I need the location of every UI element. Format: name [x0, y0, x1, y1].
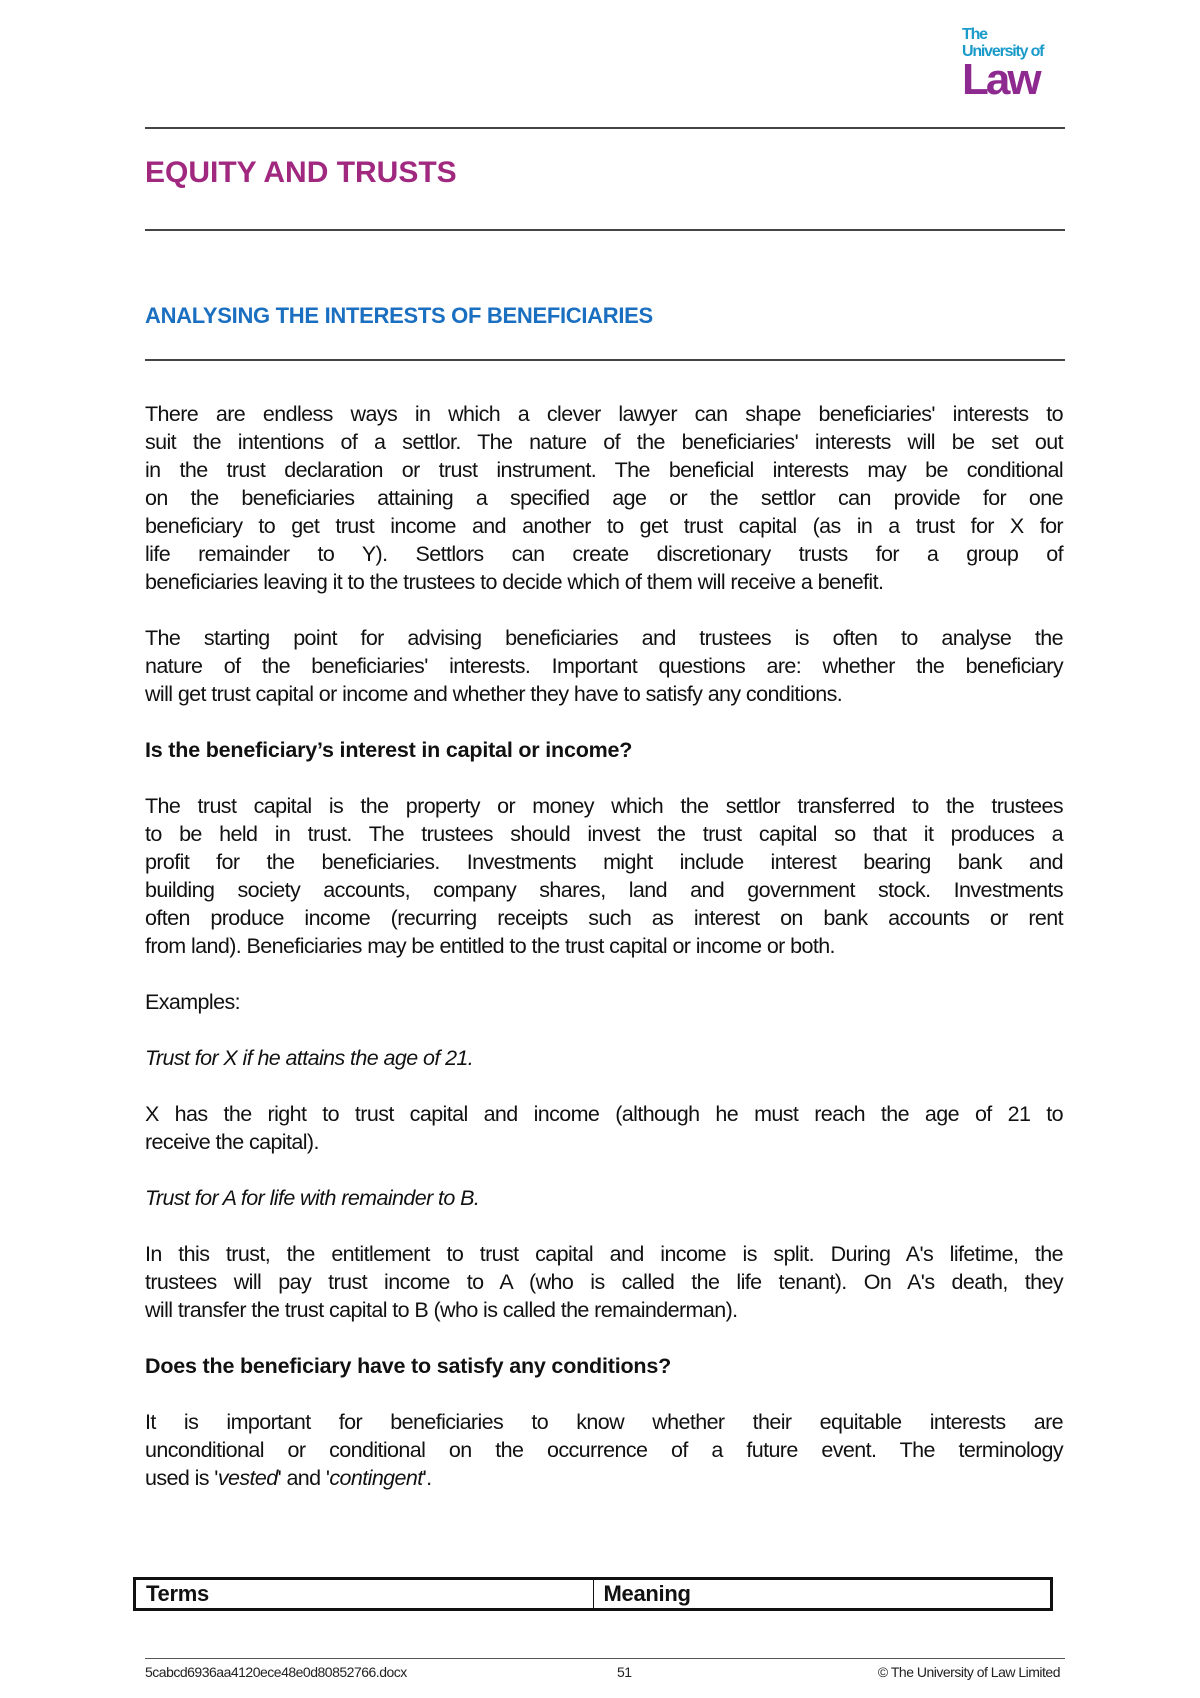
column-header-terms: Terms — [135, 1579, 594, 1610]
title-rule — [145, 229, 1065, 231]
examples-label: Examples: — [145, 990, 240, 1014]
text-fragment: used is ' — [145, 1466, 218, 1490]
text-line: often produce income (recurring receipts such as interest on bank accounts or rent — [145, 906, 1063, 930]
paragraph-trust-capital — [145, 792, 1063, 960]
section-heading: ANALYSING THE INTERESTS OF BENEFICIARIES — [145, 303, 653, 328]
section-rule — [145, 359, 1065, 361]
logo-text-the: The — [962, 26, 987, 43]
logo-text-law: Law — [962, 55, 1039, 104]
text-line: It is important for beneficiaries to know whether their equitable interests are — [145, 1410, 1063, 1434]
text-line: profit for the beneficiaries. Investments might include interest bearing bank and — [145, 850, 1063, 874]
column-header-meaning: Meaning — [593, 1579, 1052, 1610]
text-line: The trust capital is the property or money which the settlor transferred to the trustees — [145, 794, 1063, 818]
text-line: will get trust capital or income and whether they have to satisfy any conditions. — [145, 682, 843, 706]
paragraph-starting-point — [145, 624, 1063, 708]
term-contingent: contingent — [329, 1466, 423, 1490]
text-line: trustees will pay trust income to A (who is called the life tenant). On A's death, they — [145, 1270, 1063, 1294]
footer-page-number: 51 — [617, 1664, 632, 1680]
paragraph-example-1-explanation — [145, 1100, 1063, 1156]
text-line: There are endless ways in which a clever lawyer can shape beneficiaries' interests to — [145, 402, 1063, 426]
logo-text-university: University of — [962, 43, 1044, 60]
table-header-row — [135, 1579, 1052, 1610]
footer-rule — [145, 1658, 1065, 1659]
text-fragment: '. — [422, 1466, 432, 1490]
text-line: The starting point for advising beneficiaries and trustees is often to analyse the — [145, 626, 1063, 650]
text-line: unconditional or conditional on the occurrence of a future event. The terminology — [145, 1438, 1063, 1462]
text-line: receive the capital). — [145, 1130, 319, 1154]
document-body — [145, 400, 1063, 1520]
paragraph-vested-contingent — [145, 1408, 1063, 1492]
term-vested: vested — [217, 1466, 278, 1490]
paragraph-example-2-explanation — [145, 1240, 1063, 1324]
text-fragment: ' and ' — [277, 1466, 330, 1490]
example-2: Trust for A for life with remainder to B. — [145, 1186, 480, 1210]
text-line: beneficiaries leaving it to the trustees to decide which of them will receive a benefit. — [145, 570, 884, 594]
text-line: on the beneficiaries attaining a specified age or the settlor can provide for one — [145, 486, 1063, 510]
text-line: life remainder to Y). Settlors can create discretionary trusts for a group of — [145, 542, 1063, 566]
text-line: nature of the beneficiaries' interests. Important questions are: whether the beneficiary — [145, 654, 1063, 678]
text-line — [145, 1464, 1063, 1492]
text-line: will transfer the trust capital to B (who is called the remainderman). — [145, 1298, 738, 1322]
subheading-conditions: Does the beneficiary have to satisfy any conditions? — [145, 1354, 672, 1378]
text-line: In this trust, the entitlement to trust capital and income is split. During A's lifetime, the — [145, 1242, 1063, 1266]
text-line: to be held in trust. The trustees should invest the trust capital so that it produces a — [145, 822, 1063, 846]
text-line: building society accounts, company shares, land and government stock. Investments — [145, 878, 1063, 902]
text-line: suit the intentions of a settlor. The nature of the beneficiaries' interests will be set out — [145, 430, 1063, 454]
header-rule — [145, 127, 1065, 129]
university-of-law-logo — [962, 26, 1057, 104]
document-title: EQUITY AND TRUSTS — [145, 156, 457, 189]
subheading-capital-or-income: Is the beneficiary’s interest in capital or income? — [145, 738, 633, 762]
example-1: Trust for X if he attains the age of 21. — [145, 1046, 474, 1070]
paragraph-intro — [145, 400, 1063, 596]
footer-filename: 5cabcd6936aa4120ece48e0d80852766.docx — [145, 1664, 407, 1680]
text-line: in the trust declaration or trust instrument. The beneficial interests may be conditional — [145, 458, 1063, 482]
text-line: from land). Beneficiaries may be entitled to the trust capital or income or both. — [145, 934, 835, 958]
terms-table — [133, 1577, 1053, 1611]
footer-copyright: © The University of Law Limited — [877, 1664, 1060, 1680]
text-line: X has the right to trust capital and income (although he must reach the age of 21 to — [145, 1102, 1063, 1126]
text-line: beneficiary to get trust income and another to get trust capital (as in a trust for X for — [145, 514, 1063, 538]
